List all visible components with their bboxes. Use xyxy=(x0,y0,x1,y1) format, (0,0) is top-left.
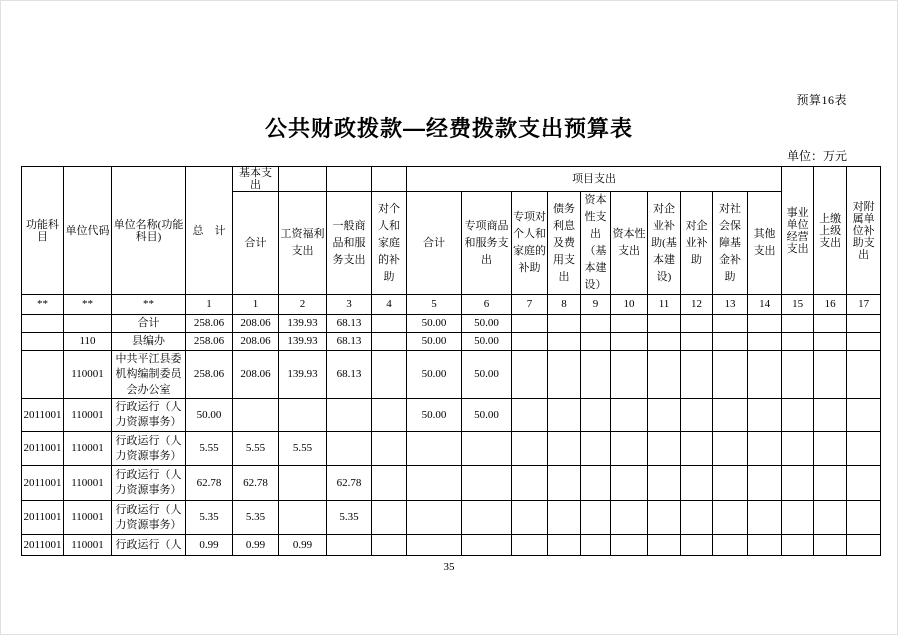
table-cell xyxy=(327,432,372,466)
table-cell xyxy=(847,315,881,333)
table-cell: 50.00 xyxy=(407,399,462,432)
col-header-wage-welfare: 工资福利支出 xyxy=(279,192,327,295)
table-row xyxy=(22,399,881,432)
table-cell xyxy=(611,432,648,466)
table-cell xyxy=(847,351,881,399)
table-cell xyxy=(611,399,648,432)
column-code-cell: 8 xyxy=(548,295,581,315)
table-cell: 208.06 xyxy=(233,351,279,399)
col-header-other-expenditure: 其他支出 xyxy=(748,192,782,295)
table-cell: 5.35 xyxy=(186,501,233,535)
table-cell: 68.13 xyxy=(327,315,372,333)
table-cell xyxy=(782,535,814,556)
table-cell xyxy=(22,333,64,351)
table-cell xyxy=(681,466,713,501)
table-cell: 2011001 xyxy=(22,399,64,432)
table-row xyxy=(22,351,881,399)
table-cell xyxy=(847,399,881,432)
column-code-cell: 7 xyxy=(512,295,548,315)
table-cell xyxy=(847,432,881,466)
table-cell: 5.35 xyxy=(233,501,279,535)
table-cell xyxy=(748,351,782,399)
col-header-grand-total: 总 计 xyxy=(186,167,233,295)
column-code-cell: 6 xyxy=(462,295,512,315)
table-cell xyxy=(713,501,748,535)
table-cell xyxy=(611,315,648,333)
table-cell xyxy=(512,501,548,535)
table-cell xyxy=(548,351,581,399)
column-code-cell: 3 xyxy=(327,295,372,315)
table-cell xyxy=(748,333,782,351)
table-cell xyxy=(648,432,681,466)
table-cell xyxy=(64,315,112,333)
table-cell xyxy=(782,333,814,351)
table-cell: 行政运行（人力资源事务） xyxy=(112,501,186,535)
table-cell xyxy=(681,535,713,556)
table-cell: 208.06 xyxy=(233,315,279,333)
table-cell: 0.99 xyxy=(279,535,327,556)
table-cell: 68.13 xyxy=(327,351,372,399)
table-cell xyxy=(512,432,548,466)
table-cell xyxy=(548,399,581,432)
table-cell xyxy=(814,399,847,432)
column-code-cell: 1 xyxy=(233,295,279,315)
table-cell xyxy=(611,535,648,556)
table-cell: 258.06 xyxy=(186,315,233,333)
column-code-cell: 11 xyxy=(648,295,681,315)
table-cell xyxy=(648,351,681,399)
group-header-spacer xyxy=(279,167,327,192)
table-cell xyxy=(512,535,548,556)
table-cell: 50.00 xyxy=(462,333,512,351)
table-cell xyxy=(407,432,462,466)
table-cell: 行政运行（人力资源事务） xyxy=(112,466,186,501)
table-cell: 行政运行（人力资源事务） xyxy=(112,432,186,466)
table-cell: 合计 xyxy=(112,315,186,333)
col-header-project-subtotal: 合计 xyxy=(407,192,462,295)
table-cell xyxy=(548,501,581,535)
table-cell: 110001 xyxy=(64,466,112,501)
page-number: 35 xyxy=(443,561,455,573)
col-header-individual-family-subsidy: 对个人和家庭的补助 xyxy=(372,192,407,295)
table-cell xyxy=(372,315,407,333)
table-cell: 50.00 xyxy=(462,351,512,399)
table-cell xyxy=(462,466,512,501)
table-cell xyxy=(327,399,372,432)
table-cell xyxy=(713,466,748,501)
table-cell xyxy=(611,351,648,399)
col-header-business-operation: 事业单位经营支出 xyxy=(782,167,814,295)
table-cell: 5.55 xyxy=(233,432,279,466)
table-cell xyxy=(713,432,748,466)
table-cell: 2011001 xyxy=(22,432,64,466)
table-cell: 68.13 xyxy=(327,333,372,351)
col-header-capital-expenditure: 资本性支出 xyxy=(611,192,648,295)
table-cell xyxy=(648,333,681,351)
table-cell xyxy=(748,535,782,556)
table-cell: 2011001 xyxy=(22,466,64,501)
table-cell xyxy=(782,399,814,432)
table-cell xyxy=(748,466,782,501)
group-header-spacer xyxy=(372,167,407,192)
col-header-special-individual-family: 专项对个人和家庭的补助 xyxy=(512,192,548,295)
table-cell xyxy=(814,432,847,466)
table-cell xyxy=(782,466,814,501)
table-cell xyxy=(847,535,881,556)
table-cell xyxy=(782,432,814,466)
table-cell xyxy=(407,501,462,535)
table-cell xyxy=(713,315,748,333)
col-header-debt-interest-fees: 债务利息及费用支出 xyxy=(548,192,581,295)
column-code-cell: 2 xyxy=(279,295,327,315)
column-code-cell: 17 xyxy=(847,295,881,315)
col-header-unit-code: 单位代码 xyxy=(64,167,112,295)
table-cell xyxy=(648,315,681,333)
table-cell xyxy=(713,399,748,432)
table-cell xyxy=(548,432,581,466)
table-cell: 110 xyxy=(64,333,112,351)
table-cell xyxy=(713,535,748,556)
table-cell xyxy=(22,315,64,333)
column-code-cell: 15 xyxy=(782,295,814,315)
table-cell: 5.55 xyxy=(186,432,233,466)
table-cell xyxy=(611,333,648,351)
table-cell: 县编办 xyxy=(112,333,186,351)
column-code-cell: 1 xyxy=(186,295,233,315)
column-code-cell: ** xyxy=(22,295,64,315)
column-code-cell: 12 xyxy=(681,295,713,315)
group-header-basic-expenditure: 基本支出 xyxy=(233,167,279,192)
table-cell xyxy=(814,351,847,399)
table-cell xyxy=(581,333,611,351)
table-cell xyxy=(462,432,512,466)
table-cell: 62.78 xyxy=(327,466,372,501)
group-header-spacer xyxy=(327,167,372,192)
table-cell xyxy=(782,501,814,535)
table-cell xyxy=(581,315,611,333)
table-cell xyxy=(233,399,279,432)
table-cell xyxy=(814,333,847,351)
table-cell xyxy=(372,399,407,432)
col-header-enterprise-subsidy-construction: 对企业补助(基本建设) xyxy=(648,192,681,295)
column-code-cell: 13 xyxy=(713,295,748,315)
form-number-label: 预算16表 xyxy=(796,93,847,107)
table-cell: 110001 xyxy=(64,351,112,399)
col-header-capital-basic-construction: 资本性支出（基本建设） xyxy=(581,192,611,295)
table-cell xyxy=(748,399,782,432)
table-cell xyxy=(407,535,462,556)
col-header-subsidiary-subsidy: 对附属单位补助支出 xyxy=(847,167,881,295)
table-cell xyxy=(462,501,512,535)
column-code-cell: 14 xyxy=(748,295,782,315)
table-cell xyxy=(372,466,407,501)
table-cell xyxy=(279,466,327,501)
col-header-special-goods-services: 专项商品和服务支出 xyxy=(462,192,512,295)
table-cell xyxy=(748,501,782,535)
table-cell xyxy=(611,466,648,501)
table-cell: 208.06 xyxy=(233,333,279,351)
unit-note: 单位：万元 xyxy=(786,149,847,163)
table-cell xyxy=(748,315,782,333)
table-cell: 行政运行（人力资源事务） xyxy=(112,399,186,432)
table-cell xyxy=(462,535,512,556)
table-cell: 139.93 xyxy=(279,315,327,333)
group-header-project-expenditure: 项目支出 xyxy=(407,167,782,192)
table-cell: 62.78 xyxy=(186,466,233,501)
table-cell: 258.06 xyxy=(186,333,233,351)
table-cell xyxy=(407,466,462,501)
table-cell: 0.99 xyxy=(233,535,279,556)
table-cell xyxy=(847,466,881,501)
table-cell xyxy=(681,351,713,399)
table-cell xyxy=(782,351,814,399)
table-cell xyxy=(648,501,681,535)
col-header-pay-upper-level: 上缴上级支出 xyxy=(814,167,847,295)
table-cell: 62.78 xyxy=(233,466,279,501)
column-code-row xyxy=(22,295,881,315)
header-group-row xyxy=(22,167,881,192)
table-cell: 中共平江县委机构编制委员会办公室 xyxy=(112,351,186,399)
col-header-function-category: 功能科目 xyxy=(22,167,64,295)
table-row xyxy=(22,501,881,535)
column-code-cell: 10 xyxy=(611,295,648,315)
table-cell xyxy=(782,315,814,333)
table-cell xyxy=(372,333,407,351)
table-cell xyxy=(372,501,407,535)
column-code-cell: ** xyxy=(112,295,186,315)
table-row xyxy=(22,333,881,351)
table-cell xyxy=(548,535,581,556)
table-cell xyxy=(681,333,713,351)
table-cell: 110001 xyxy=(64,501,112,535)
table-cell: 行政运行（人 xyxy=(112,535,186,556)
table-cell xyxy=(512,399,548,432)
table-cell: 50.00 xyxy=(407,333,462,351)
table-cell xyxy=(681,432,713,466)
table-cell xyxy=(814,535,847,556)
table-cell xyxy=(713,333,748,351)
table-cell: 110001 xyxy=(64,399,112,432)
table-cell xyxy=(512,315,548,333)
col-header-social-security-fund: 对社会保障基金补助 xyxy=(713,192,748,295)
col-header-basic-subtotal: 合计 xyxy=(233,192,279,295)
table-cell: 50.00 xyxy=(462,315,512,333)
table-cell xyxy=(847,501,881,535)
table-cell: 110001 xyxy=(64,432,112,466)
table-cell xyxy=(581,399,611,432)
table-cell xyxy=(581,535,611,556)
column-code-cell: 16 xyxy=(814,295,847,315)
table-cell xyxy=(581,351,611,399)
table-cell xyxy=(748,432,782,466)
table-cell xyxy=(814,466,847,501)
table-cell: 0.99 xyxy=(186,535,233,556)
col-header-enterprise-subsidy: 对企业补助 xyxy=(681,192,713,295)
table-body xyxy=(22,315,881,556)
table-cell xyxy=(648,466,681,501)
col-header-goods-services: 一般商品和服务支出 xyxy=(327,192,372,295)
table-cell xyxy=(581,501,611,535)
column-code-cell: 4 xyxy=(372,295,407,315)
table-cell xyxy=(814,501,847,535)
table-row xyxy=(22,466,881,501)
table-cell xyxy=(581,466,611,501)
table-cell xyxy=(512,333,548,351)
table-cell xyxy=(681,399,713,432)
table-cell: 2011001 xyxy=(22,501,64,535)
table-cell: 5.55 xyxy=(279,432,327,466)
table-cell xyxy=(648,399,681,432)
table-cell xyxy=(327,535,372,556)
table-cell: 258.06 xyxy=(186,351,233,399)
table-cell xyxy=(611,501,648,535)
table-cell xyxy=(512,466,548,501)
table-cell xyxy=(648,535,681,556)
table-cell xyxy=(279,501,327,535)
column-code-cell: ** xyxy=(64,295,112,315)
table-cell xyxy=(372,351,407,399)
column-code-cell: 9 xyxy=(581,295,611,315)
table-cell xyxy=(548,466,581,501)
table-cell: 139.93 xyxy=(279,333,327,351)
table-cell xyxy=(548,333,581,351)
table-cell xyxy=(814,315,847,333)
table-cell: 50.00 xyxy=(186,399,233,432)
table-row xyxy=(22,535,881,556)
table-cell: 50.00 xyxy=(407,351,462,399)
page-title: 公共财政拨款—经费拨款支出预算表 xyxy=(264,116,633,141)
table-cell: 2011001 xyxy=(22,535,64,556)
table-cell xyxy=(581,432,611,466)
table-cell: 110001 xyxy=(64,535,112,556)
table-cell: 50.00 xyxy=(407,315,462,333)
table-cell xyxy=(713,351,748,399)
budget-table xyxy=(21,166,881,556)
table-cell xyxy=(279,399,327,432)
table-row xyxy=(22,432,881,466)
table-cell: 139.93 xyxy=(279,351,327,399)
table-cell xyxy=(22,351,64,399)
table-cell xyxy=(681,501,713,535)
col-header-unit-name: 单位名称(功能科目) xyxy=(112,167,186,295)
table-cell xyxy=(512,351,548,399)
table-cell xyxy=(847,333,881,351)
column-code-cell: 5 xyxy=(407,295,462,315)
table-row xyxy=(22,315,881,333)
table-cell xyxy=(372,432,407,466)
table-cell: 5.35 xyxy=(327,501,372,535)
table-cell xyxy=(372,535,407,556)
table-cell: 50.00 xyxy=(462,399,512,432)
table-cell xyxy=(548,315,581,333)
table-cell xyxy=(681,315,713,333)
